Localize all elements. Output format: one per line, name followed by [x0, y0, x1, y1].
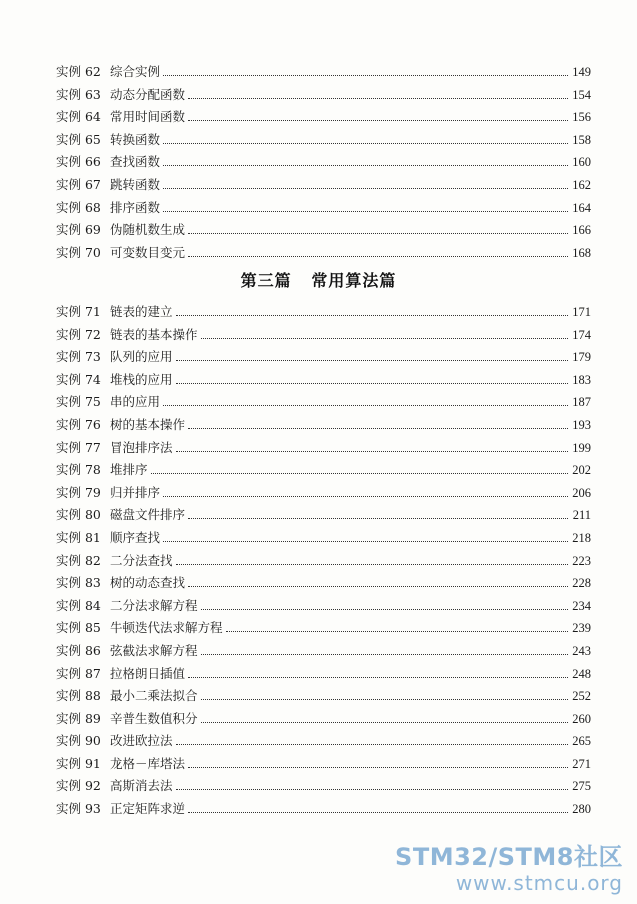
toc-entry	[56, 129, 591, 152]
entry-title: 链表的基本操作	[110, 326, 198, 342]
dot-leader	[188, 518, 568, 519]
entry-number: 实例 63	[56, 86, 101, 102]
toc-entry	[56, 753, 591, 776]
entry-page: 234	[572, 598, 591, 613]
entry-title: 二分法查找	[110, 552, 173, 568]
entry-page: 166	[572, 223, 591, 238]
toc-entry	[56, 572, 591, 595]
entry-page: 218	[572, 530, 591, 545]
entry-number: 实例 79	[56, 484, 101, 500]
entry-page: 162	[572, 177, 591, 192]
entry-number: 实例 71	[56, 304, 101, 319]
entry-number: 实例 90	[56, 733, 101, 749]
dot-leader	[188, 120, 568, 121]
entry-number: 实例 72	[56, 326, 101, 342]
dot-leader	[201, 699, 568, 700]
entry-number: 实例 84	[56, 597, 101, 613]
toc-entry	[56, 708, 591, 731]
entry-number: 实例 67	[56, 176, 101, 192]
entry-number: 实例 78	[56, 462, 101, 478]
toc-entry	[56, 482, 591, 505]
toc-entry	[56, 346, 591, 369]
entry-number: 实例 80	[56, 507, 101, 523]
toc-entry	[56, 640, 591, 663]
dot-leader	[201, 654, 568, 655]
entry-page: 160	[572, 155, 591, 170]
entry-page: 248	[572, 666, 591, 681]
entry-title: 顺序查找	[110, 529, 161, 545]
entry-title: 查找函数	[110, 154, 161, 170]
entry-title: 二分法求解方程	[110, 597, 198, 613]
dot-leader	[188, 677, 568, 678]
entry-title: 常用时间函数	[110, 109, 186, 125]
toc-entry	[56, 174, 591, 197]
toc-entry	[56, 242, 591, 265]
entry-title: 可变数目变元	[110, 244, 186, 260]
toc-entry	[56, 219, 591, 242]
entry-number: 实例 86	[56, 642, 101, 658]
entry-page: 206	[572, 485, 591, 500]
entry-number: 实例 85	[56, 620, 101, 636]
dot-leader	[188, 233, 568, 234]
dot-leader	[201, 722, 568, 723]
dot-leader	[176, 383, 568, 384]
dot-leader	[176, 744, 568, 745]
entry-title: 综合实例	[110, 64, 161, 79]
dot-leader	[163, 211, 568, 212]
entry-page: 187	[572, 395, 591, 410]
entry-page: 164	[572, 200, 591, 215]
entry-number: 实例 74	[56, 371, 101, 387]
dot-leader	[188, 98, 568, 99]
dot-leader	[151, 473, 568, 474]
toc-entry	[56, 504, 591, 527]
toc-entry	[56, 61, 591, 84]
entry-page: 179	[572, 350, 591, 365]
entry-title: 高斯消去法	[110, 778, 173, 794]
dot-leader	[176, 315, 568, 316]
entry-page: 275	[572, 779, 591, 794]
entry-page: 280	[572, 802, 591, 817]
entry-number: 实例 62	[56, 64, 101, 79]
dot-leader	[163, 188, 568, 189]
entry-title: 冒泡排序法	[110, 439, 173, 455]
entry-number: 实例 83	[56, 575, 101, 591]
entry-title: 拉格朗日插值	[110, 665, 186, 681]
entry-title: 归并排序	[110, 484, 161, 500]
toc-entry	[56, 663, 591, 686]
entry-page: 271	[572, 756, 591, 771]
entry-number: 实例 76	[56, 416, 101, 432]
toc-list-part-2	[56, 61, 591, 264]
toc-entry	[56, 106, 591, 129]
part-heading	[0, 268, 637, 291]
entry-title: 跳转函数	[110, 176, 161, 192]
dot-leader	[163, 541, 568, 542]
entry-title: 最小二乘法拟合	[110, 688, 198, 704]
toc-entry	[56, 301, 591, 324]
entry-number: 实例 89	[56, 710, 101, 726]
entry-number: 实例 93	[56, 801, 101, 817]
entry-page: 171	[572, 305, 591, 319]
site-watermark	[395, 845, 623, 893]
entry-title: 堆栈的应用	[110, 371, 173, 387]
entry-page: 158	[572, 132, 591, 147]
entry-number: 实例 88	[56, 688, 101, 704]
entry-number: 实例 87	[56, 665, 101, 681]
entry-number: 实例 70	[56, 244, 101, 260]
dot-leader	[188, 428, 568, 429]
entry-title: 串的应用	[110, 394, 161, 410]
dot-leader	[188, 256, 568, 257]
entry-title: 龙格－库塔法	[110, 755, 186, 771]
dot-leader	[201, 338, 568, 339]
toc-entry	[56, 459, 591, 482]
toc-entry	[56, 685, 591, 708]
entry-number: 实例 81	[56, 529, 101, 545]
entry-page: 156	[572, 110, 591, 125]
entry-title: 牛顿迭代法求解方程	[110, 620, 223, 636]
entry-page: 174	[572, 327, 591, 342]
entry-page: 243	[572, 643, 591, 658]
toc-entry	[56, 369, 591, 392]
entry-page: 168	[572, 245, 591, 260]
entry-page: 202	[572, 463, 591, 478]
entry-number: 实例 82	[56, 552, 101, 568]
entry-number: 实例 66	[56, 154, 101, 170]
toc-entry	[56, 391, 591, 414]
entry-title: 堆排序	[110, 462, 148, 478]
toc-entry	[56, 730, 591, 753]
dot-leader	[163, 143, 568, 144]
entry-title: 正定矩阵求逆	[110, 801, 186, 817]
entry-title: 动态分配函数	[110, 86, 186, 102]
entry-title: 弦截法求解方程	[110, 642, 198, 658]
entry-page: 154	[572, 87, 591, 102]
dot-leader	[201, 609, 568, 610]
toc-entry	[56, 151, 591, 174]
entry-number: 实例 69	[56, 222, 101, 238]
toc-entry	[56, 798, 591, 821]
entry-page: 260	[572, 711, 591, 726]
entry-number: 实例 68	[56, 199, 101, 215]
entry-number: 实例 73	[56, 349, 101, 365]
entry-page: 211	[572, 508, 591, 523]
entry-page: 199	[572, 440, 591, 455]
entry-title: 队列的应用	[110, 349, 173, 365]
toc-entry	[56, 437, 591, 460]
toc-entry	[56, 324, 591, 347]
entry-number: 实例 64	[56, 109, 101, 125]
entry-title: 转换函数	[110, 131, 161, 147]
dot-leader	[188, 812, 568, 813]
entry-title: 排序函数	[110, 199, 161, 215]
entry-page: 193	[572, 417, 591, 432]
entry-number: 实例 77	[56, 439, 101, 455]
entry-title: 改进欧拉法	[110, 733, 173, 749]
toc-entry	[56, 595, 591, 618]
entry-title: 树的基本操作	[110, 416, 186, 432]
entry-page: 228	[572, 576, 591, 591]
dot-leader	[188, 586, 568, 587]
entry-page: 239	[572, 621, 591, 636]
toc-entry	[56, 550, 591, 573]
toc-entry	[56, 527, 591, 550]
dot-leader	[176, 360, 568, 361]
watermark-url: www.stmcu.org	[455, 871, 623, 895]
toc-list-part-3	[56, 301, 591, 821]
toc-entry	[56, 775, 591, 798]
watermark-title: STM32/STM8社区	[395, 843, 623, 871]
toc-entry	[56, 197, 591, 220]
entry-title: 磁盘文件排序	[110, 507, 186, 523]
part-heading-text: 第三篇 常用算法篇	[240, 271, 397, 290]
toc-entry	[56, 84, 591, 107]
dot-leader	[226, 631, 568, 632]
dot-leader	[163, 405, 568, 406]
entry-number: 实例 65	[56, 131, 101, 147]
entry-number: 实例 92	[56, 778, 101, 794]
dot-leader	[163, 165, 568, 166]
toc-entry	[56, 617, 591, 640]
entry-number: 实例 91	[56, 755, 101, 771]
entry-title: 伪随机数生成	[110, 222, 186, 238]
entry-number: 实例 75	[56, 394, 101, 410]
dot-leader	[176, 789, 568, 790]
dot-leader	[176, 451, 568, 452]
dot-leader	[163, 496, 568, 497]
entry-page: 223	[572, 553, 591, 568]
dot-leader	[188, 767, 568, 768]
entry-page: 252	[572, 689, 591, 704]
entry-title: 链表的建立	[110, 304, 173, 319]
entry-page: 183	[572, 372, 591, 387]
entry-page: 149	[572, 65, 591, 79]
entry-title: 辛普生数值积分	[110, 710, 198, 726]
dot-leader	[176, 564, 568, 565]
dot-leader	[163, 75, 568, 76]
toc-entry	[56, 414, 591, 437]
entry-title: 树的动态查找	[110, 575, 186, 591]
entry-page: 265	[572, 734, 591, 749]
